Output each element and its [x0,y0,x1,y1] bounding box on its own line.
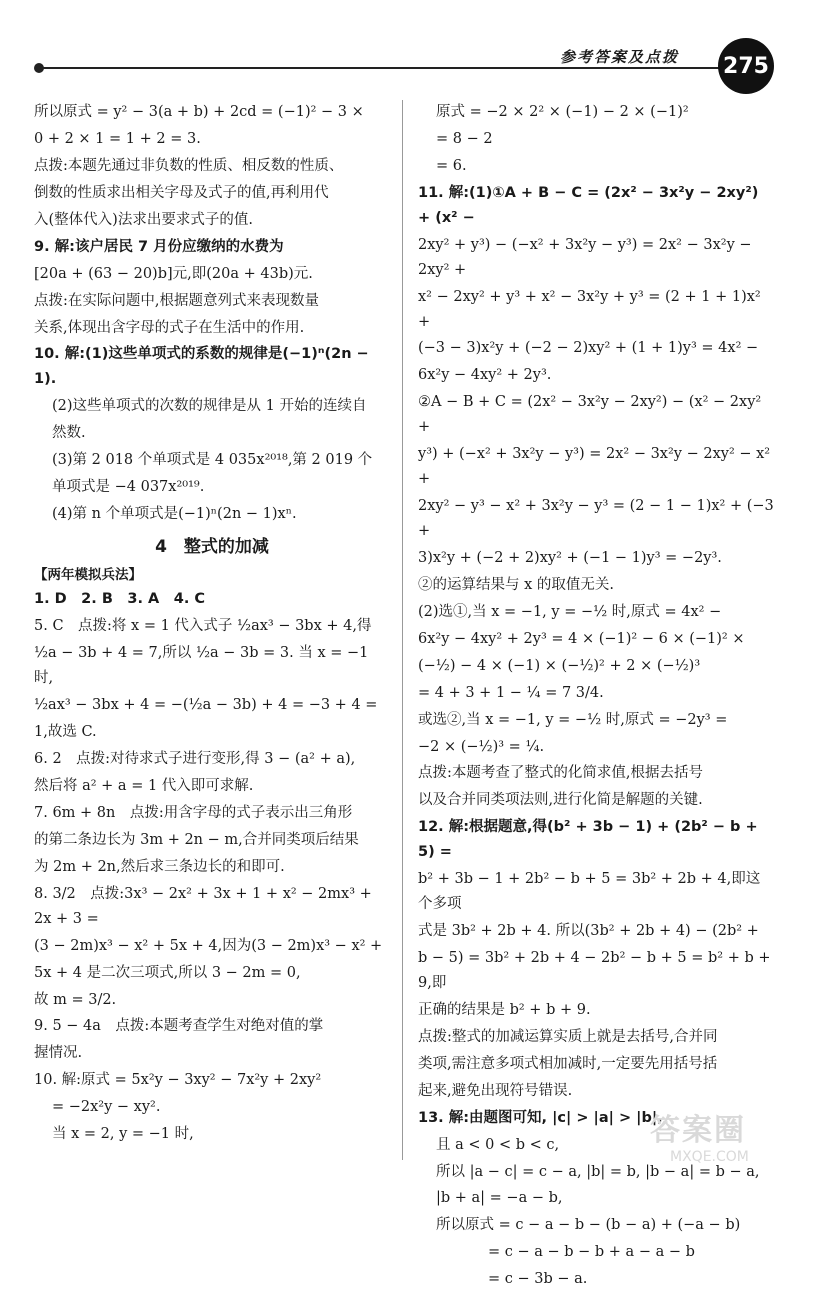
page-header [0,0,813,100]
watermark-url: MXQE.COM [670,1149,749,1165]
text-line: 或选②,当 x = −1, y = −½ 时,原式 = −2y³ = [418,711,728,728]
watermark-logo-text: 答案圈 [650,1113,746,1148]
text-line: |b + a| = −a − b, [436,1190,563,1207]
text-line: 8. 3/2 点拨:3x³ − 2x² + 3x + 1 + x² − 2mx³ + 2x + 3 = [34,885,372,927]
text-line: = c − 3b − a. [488,1271,588,1288]
text-line: 5x + 4 是二次三项式,所以 3 − 2m = 0, [34,964,301,981]
text-line: 故 m = 3/2. [34,991,117,1008]
answer-9-heading: 9. 解:该户居民 7 月份应缴纳的水费为 [34,238,284,255]
text-line: 点拨:本题考查了整式的化简求值,根据去括号 [418,765,703,782]
text-line: (3 − 2m)x³ − x² + 5x + 4,因为(3 − 2m)x³ − x² + [34,937,383,954]
text-line: y³) + (−x² + 3x²y − y³) = 2x² − 3x²y − 2xy² − x² + [418,446,771,488]
text-line: 单项式是 −4 037x²⁰¹⁹. [52,479,205,496]
left-column [34,100,390,1149]
text-line: (−3 − 3)x²y + (−2 − 2)xy² + (1 + 1)y³ = 4x² − [418,340,759,357]
text-line: = 6. [436,157,467,174]
text-line: 9. 5 − 4a 点拨:本题考查学生对绝对值的掌 [34,1018,324,1035]
text-line: 6x²y − 4xy² + 2y³. [418,367,552,384]
text-line: = 4 + 3 + 1 − ¼ = 7 3/4. [418,684,604,701]
text-line: 2xy² + y³) − (−x² + 3x²y − y³) = 2x² − 3x²y − 2xy² + [418,236,752,278]
text-line: b² + 3b − 1 + 2b² − b + 5 = 3b² + 2b + 4,即这个多项 [418,871,761,913]
answer-10-heading: 10. 解:(1)这些单项式的系数的规律是(−1)ⁿ(2n − 1). [34,346,369,388]
text-line: 然后将 a² + a = 1 代入即可求解. [34,778,254,795]
text-line: 当 x = 2, y = −1 时, [52,1126,194,1143]
watermark [650,1105,800,1175]
section-title: 4 整式的加减 [155,537,269,557]
text-line: 2xy² − y³ − x² + 3x²y − y³ = (2 − 1 − 1)x² + (−3 + [418,498,774,539]
text-line: 6x²y − 4xy² + 2y³ = 4 × (−1)² − 6 × (−1)² × [418,630,745,647]
text-line: −2 × (−½)³ = ¼. [418,738,545,755]
text-line: = −2x²y − xy². [52,1099,161,1116]
text-line: 式是 3b² + 2b + 4. 所以(3b² + 2b + 4) − (2b² + [418,923,759,940]
text-line: 所以原式 = y² − 3(a + b) + 2cd = (−1)² − 3 × [34,104,364,120]
text-line: ½a − 3b + 4 = 7,所以 ½a − 3b = 3. 当 x = −1 时, [34,645,369,687]
text-line: 1. D 2. B 3. A 4. C [34,591,206,608]
text-line: 类项,需注意多项式相加减时,一定要先用括号括 [418,1055,718,1072]
text-line: 0 + 2 × 1 = 1 + 2 = 3. [34,130,201,147]
text-line: 以及合并同类项法则,进行化简是解题的关键. [418,792,703,809]
text-line: (3)第 2 018 个单项式是 4 035x²⁰¹⁸,第 2 019 个 [52,452,373,469]
text-line: 握情况. [34,1045,83,1062]
text-line: (−½) − 4 × (−1) × (−½)² + 2 × (−½)³ [418,657,701,674]
text-line: 点拨:整式的加减运算实质上就是去括号,合并同 [418,1028,718,1045]
text-line: 6. 2 点拨:对待求式子进行变形,得 3 − (a² + a), [34,751,356,768]
text-line: 为 2m + 2n,然后求三条边长的和即可. [34,858,285,875]
text-line: 3)x²y + (−2 + 2)xy² + (−1 − 1)y³ = −2y³. [418,549,722,566]
text-line: = 8 − 2 [436,130,493,147]
answer-11-heading: 11. 解:(1)①A + B − C = (2x² − 3x²y − 2xy²) + (x² − [418,184,759,226]
text-line: 点拨:在实际问题中,根据题意列式来表现数量 [34,292,319,309]
column-divider [402,100,403,1160]
text-line: 所以 |a − c| = c − a, |b| = b, |b − a| = b − a, [436,1163,760,1180]
text-line: 入(整体代入)法求出要求式子的值. [34,211,253,228]
text-line: 7. 6m + 8n 点拨:用含字母的式子表示出三角形 [34,804,353,821]
page-number-badge: 275 [718,38,774,94]
text-line: 正确的结果是 b² + b + 9. [418,1001,591,1018]
text-line: ②的运算结果与 x 的取值无关. [418,576,615,593]
text-line: = c − a − b − b + a − a − b [488,1244,695,1261]
text-line: 关系,体现出含字母的式子在生活中的作用. [34,319,305,336]
text-line: 5. C 点拨:将 x = 1 代入式子 ½ax³ − 3bx + 4,得 [34,618,372,635]
header-rule [40,67,728,69]
text-line: 1,故选 C. [34,724,97,741]
text-line: (2)选①,当 x = −1, y = −½ 时,原式 = 4x² − [418,603,722,620]
text-line: ½ax³ − 3bx + 4 = −(½a − 3b) + 4 = −3 + 4 = [34,697,378,714]
header-title: 参考答案及点拨 [560,48,680,66]
text-line: (2)这些单项式的次数的规律是从 1 开始的连续自 [52,398,367,415]
answer-12-heading: 12. 解:根据题意,得(b² + 3b − 1) + (2b² − b + 5) = [418,819,758,861]
text-line: b − 5) = 3b² + 2b + 4 − 2b² − b + 5 = b² + b + 9,即 [418,950,771,991]
text-line: [20a + (63 − 20)b]元,即(20a + 43b)元. [34,265,313,282]
text-line: 点拨:本题先通过非负数的性质、相反数的性质、 [34,157,344,174]
text-line: (4)第 n 个单项式是(−1)ⁿ(2n − 1)xⁿ. [52,506,297,523]
text-line: 所以原式 = c − a − b − (b − a) + (−a − b) [436,1217,741,1234]
text-line: ②A − B + C = (2x² − 3x²y − 2xy²) − (x² − 2xy² + [418,394,762,436]
text-line: 原式 = −2 × 2² × (−1) − 2 × (−1)² [436,104,689,120]
text-line: 的第二条边长为 3m + 2n − m,合并同类项后结果 [34,831,359,848]
text-line: x² − 2xy² + y³ + x² − 3x²y + y³ = (2 + 1 + 1)x² + [418,288,761,330]
text-line: 倒数的性质求出相关字母及式子的值,再利用代 [34,184,329,201]
text-line: 且 a < 0 < b < c, [436,1136,560,1153]
text-line: 然数. [52,425,86,442]
text-line: 10. 解:原式 = 5x²y − 3xy² − 7x²y + 2xy² [34,1072,322,1089]
answer-13-heading: 13. 解:由题图可知, |c| > |a| > |b|, [418,1109,663,1126]
text-line: 起来,避免出现符号错误. [418,1082,573,1099]
section-tag: 【两年模拟兵法】 [34,567,142,584]
